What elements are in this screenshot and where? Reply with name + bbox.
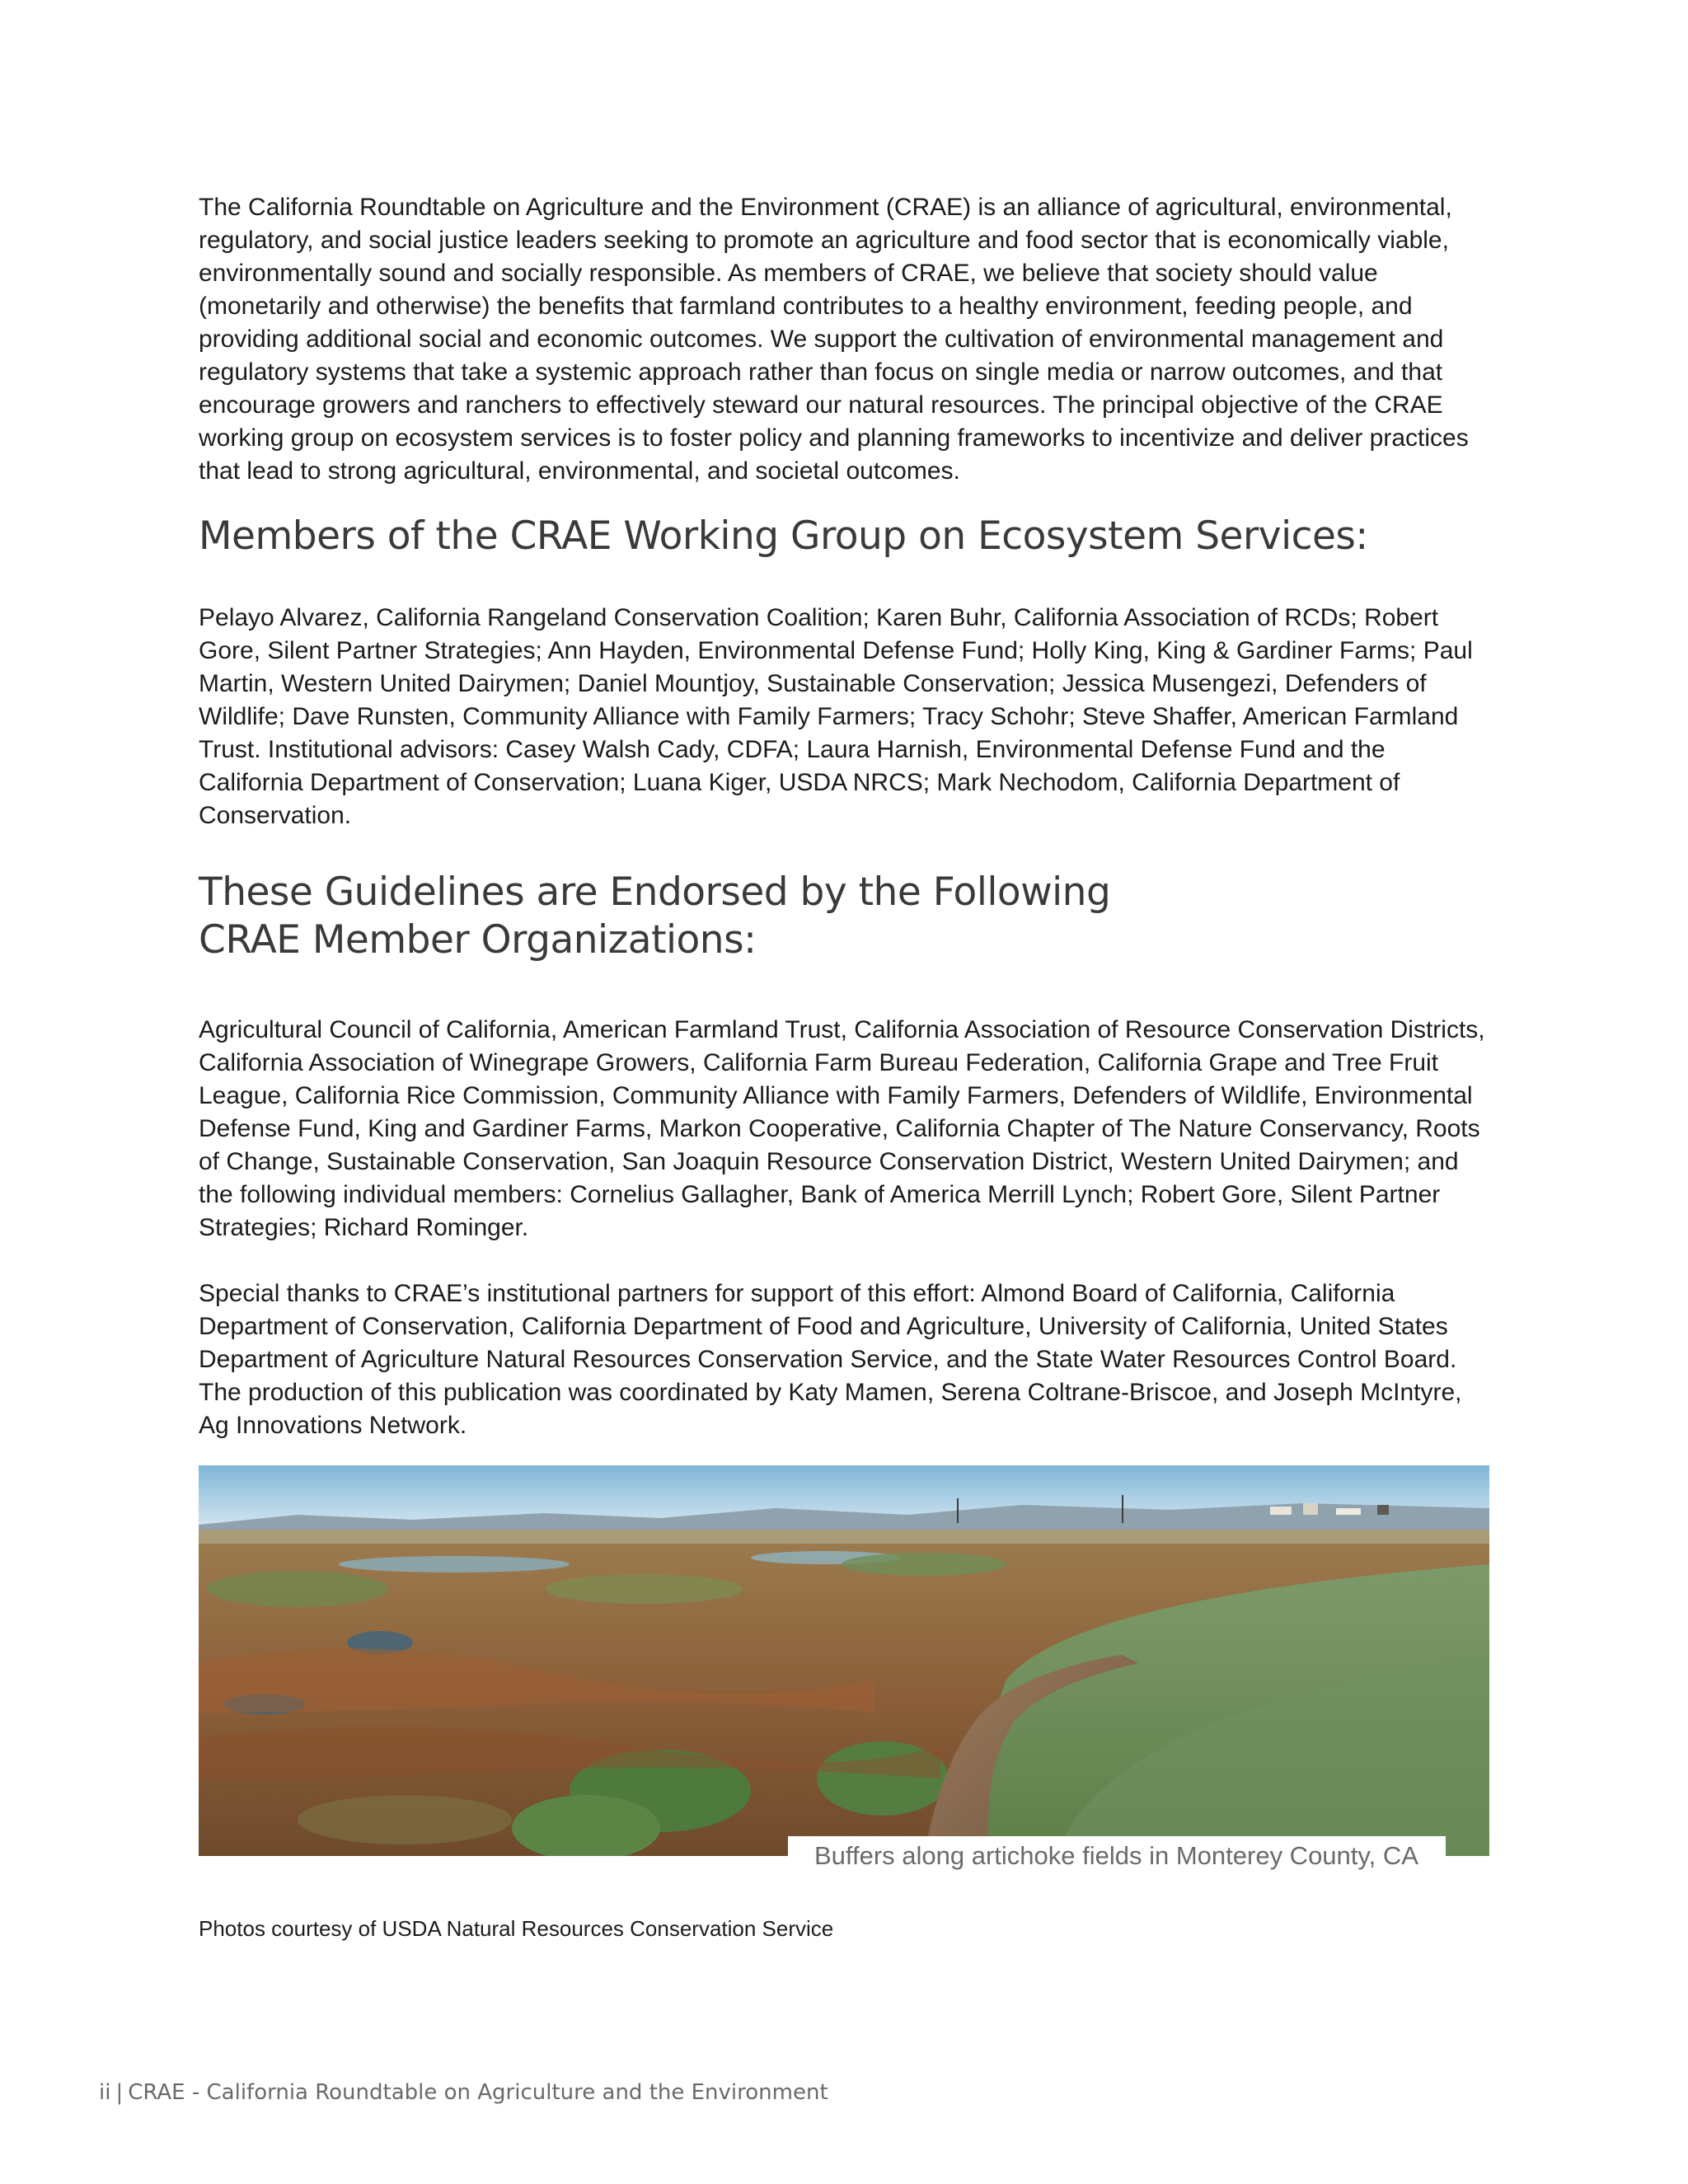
thanks-paragraph: Special thanks to CRAE’s institutional partners for support of this effort: Almond Board of California, California Department of Conservation, California Department of Food and Agriculture, University of California, United States Department of Agriculture Natural Resources Conservation Service, and the State Water Resources Control Board. The production of this publication was coordinated by Katy Mamen, Serena Coltrane-Briscoe, and Joseph McIntyre, Ag Innovations Network. <box>199 1280 1462 1439</box>
endorsed-heading-line2: CRAE Member Organizations: <box>199 917 757 963</box>
footer-title: CRAE - California Roundtable on Agriculture and the Environment <box>128 2080 828 2105</box>
footer-separator: | <box>115 2080 124 2105</box>
endorsed-heading <box>199 869 1494 964</box>
endorsed-heading-line1: These Guidelines are Endorsed by the Following <box>199 869 1111 915</box>
members-heading: Members of the CRAE Working Group on Ecosystem Services: <box>199 513 1368 559</box>
main-content <box>199 191 1494 1442</box>
landscape-photo-image <box>199 1465 1489 1856</box>
photo-caption: Buffers along artichoke fields in Monterey County, CA <box>788 1836 1446 1876</box>
endorsed-paragraph: Agricultural Council of California, American Farmland Trust, California Association of Resource Conservation Districts, California Association of Winegrape Growers, California Farm Bureau Federation, California Grape and Tree Fruit League, California Rice Commission, Community Alliance with Family Farmers, Defenders of Wildlife, Environmental Defense Fund, King and Gardiner Farms, Markon Cooperative, California Chapter of The Nature Conservancy, Roots of Change, Sustainable Conservation, San Joaquin Resource Conservation District, Western United Dairymen; and the following individual members: Cornelius Gallagher, Bank of America Merrill Lynch; Robert Gore, Silent Partner Strategies; Richard Rominger. <box>199 1016 1485 1241</box>
page-number: ii <box>99 2080 111 2105</box>
members-paragraph: Pelayo Alvarez, California Rangeland Conservation Coalition; Karen Buhr, California Association of RCDs; Robert Gore, Silent Partner Strategies; Ann Hayden, Environmental Defense Fund; Holly King, King & Gardiner Farms; Paul Martin, Western United Dairymen; Daniel Mountjoy, Sustainable Conservation; Jessica Musengezi, Defenders of Wildlife; Dave Runsten, Community Alliance with Family Farmers; Tracy Schohr; Steve Shaffer, American Farmland Trust. Institutional advisors: Casey Walsh Cady, CDFA; Laura Harnish, Environmental Defense Fund and the California Department of Conservation; Luana Kiger, USDA NRCS; Mark Nechodom, California Department of Conservation. <box>199 604 1473 829</box>
page-footer <box>99 2079 828 2107</box>
photo-credit: Photos courtesy of USDA Natural Resources Conservation Service <box>199 1916 834 1941</box>
intro-paragraph: The California Roundtable on Agriculture and the Environment (CRAE) is an alliance of agricultural, environmental, regulatory, and social justice leaders seeking to promote an agriculture and food sector that is economically viable, environmentally sound and socially responsible. As members of CRAE, we believe that society should value (monetarily and otherwise) the benefits that farmland contributes to a healthy environment, feeding people, and providing additional social and economic outcomes. We support the cultivation of environmental management and regulatory systems that take a systemic approach rather than focus on single media or narrow outcomes, and that encourage growers and ranchers to effectively steward our natural resources. The principal objective of the CRAE working group on ecosystem services is to foster policy and planning frameworks to incentivize and deliver practices that lead to strong agricultural, environmental, and societal outcomes. <box>199 194 1469 485</box>
landscape-photo <box>199 1465 1489 1856</box>
